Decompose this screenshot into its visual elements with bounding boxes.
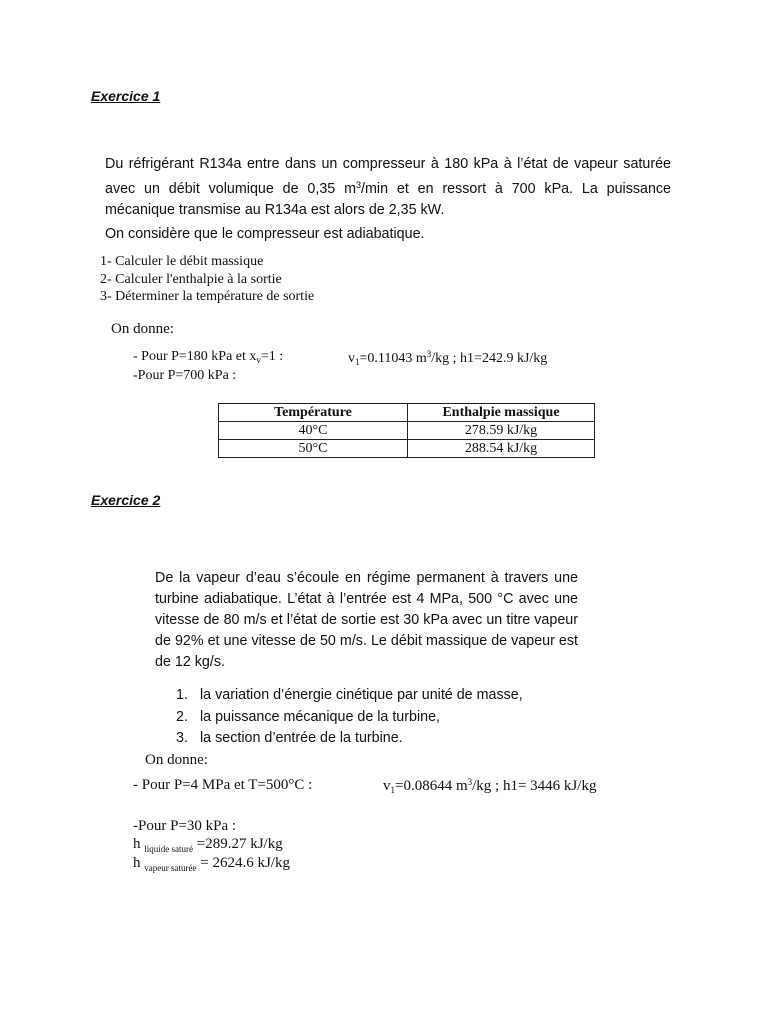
given-inlet-condition: - Pour P=4 MPa et T=500°C : <box>133 777 313 793</box>
v-value: =0.11043 m <box>359 351 427 366</box>
v-subscript: 1 <box>355 357 360 367</box>
exercise-1-given-inlet <box>133 349 548 367</box>
given-inlet-values <box>383 777 596 795</box>
question-number: 1. <box>176 687 188 703</box>
exercise-1-given-outlet: -Pour P=700 kPa : <box>133 368 237 383</box>
exercise-1-heading: Exercice 1 <box>91 88 161 104</box>
h-symbol: h <box>133 836 141 852</box>
question-item <box>176 685 523 707</box>
exercise-2-questions <box>176 685 523 750</box>
exercise-1-note: On considère que le compresseur est adiabatique. <box>105 226 425 242</box>
table-cell: 288.54 kJ/kg <box>408 440 595 458</box>
statement-text-part2: /min et en ressort à 700 kPa. La puissance mécanique transmise au R134a est alors de 2,35 kW. <box>105 181 672 218</box>
exercise-1-given-label: On donne: <box>111 321 174 337</box>
question-text: la section d’entrée de la turbine. <box>200 730 403 746</box>
question-item: 3- Déterminer la température de sortie <box>100 289 315 304</box>
cubic-exponent: 3 <box>356 180 362 190</box>
exercise-2-given-inlet <box>133 777 597 795</box>
given-inlet-condition-tail: =1 : <box>260 349 284 364</box>
exercise-2-heading: Exercice 2 <box>91 492 161 508</box>
question-item <box>176 707 523 729</box>
h-value: = 2624.6 kJ/kg <box>196 855 290 871</box>
column-header-temperature: Température <box>219 404 408 422</box>
table-cell: 50°C <box>219 440 408 458</box>
h-subscript: vapeur saturée <box>144 863 197 873</box>
statement-text: De la vapeur d’eau s’écoule en régime permanent à travers une turbine adiabatique. L’état à l’entrée est 4 MPa, 500 °C avec une vitesse de 80 m/s et l’état de sortie est 30 kPa avec un titre vapeur de 92% et une vitesse de 50 m/s. Le débit massique de vapeur est de 12 kg/s. <box>155 570 578 670</box>
question-text: la variation d’énergie cinétique par unité de masse, <box>200 687 523 703</box>
exercise-1-statement <box>105 154 671 221</box>
exercise-1-questions <box>100 253 314 306</box>
quality-subscript: v <box>256 355 261 365</box>
cubic-exponent: 3 <box>467 777 473 787</box>
enthalpy-saturated-vapor <box>133 855 290 873</box>
exercise-2-given-outlet: -Pour P=30 kPa : <box>133 818 237 834</box>
table-header-row <box>219 404 595 422</box>
question-number: 3. <box>176 730 188 746</box>
question-number: 2. <box>176 708 188 725</box>
column-header-enthalpy: Enthalpie massique <box>408 404 595 422</box>
v-symbol: v <box>383 778 391 794</box>
question-text: la puissance mécanique de la turbine, <box>200 708 441 725</box>
table-cell: 278.59 kJ/kg <box>408 422 595 440</box>
h-symbol: h <box>133 855 141 871</box>
statement-text-part1: Du réfrigérant R134a entre dans un compresseur à 180 kPa à l’état de vapeur saturée avec un débit volumique de 0,35 m <box>105 156 671 197</box>
enthalpy-saturated-liquid <box>133 836 283 854</box>
cubic-exponent: 3 <box>426 349 432 359</box>
h-subscript: liquide saturé <box>144 844 193 854</box>
v-symbol: v <box>348 351 355 366</box>
exercise-2-given-label: On donne: <box>145 752 208 768</box>
question-item <box>176 728 523 750</box>
v-tail: /kg ; h1= 3446 kJ/kg <box>472 778 597 794</box>
v-value: =0.08644 m <box>395 778 468 794</box>
enthalpy-table <box>218 403 595 458</box>
question-item: 1- Calculer le débit massique <box>100 254 264 269</box>
given-inlet-condition: - Pour P=180 kPa et x <box>133 349 257 364</box>
question-item: 2- Calculer l'enthalpie à la sortie <box>100 271 282 287</box>
v-tail: /kg ; h1=242.9 kJ/kg <box>431 351 548 366</box>
v-subscript: 1 <box>390 785 395 795</box>
given-inlet-values <box>348 349 547 367</box>
table-row <box>219 440 595 458</box>
table-cell: 40°C <box>219 422 408 440</box>
h-value: =289.27 kJ/kg <box>193 836 283 852</box>
table-row <box>219 422 595 440</box>
exercise-2-statement <box>155 568 578 673</box>
